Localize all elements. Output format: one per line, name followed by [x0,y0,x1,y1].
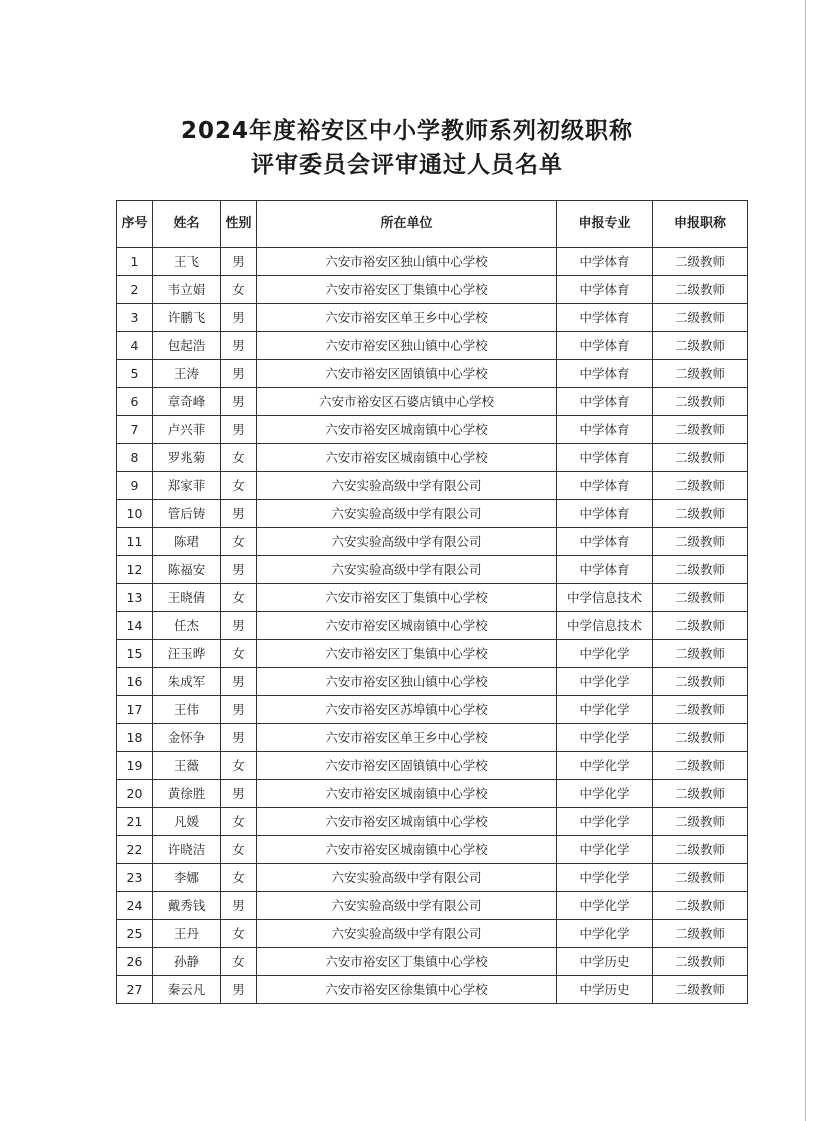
cell-gender: 男 [221,780,257,808]
cell-index: 15 [117,640,153,668]
table-row [117,276,748,304]
cell-gender: 女 [221,752,257,780]
cell-unit: 六安市裕安区独山镇中心学校 [257,332,557,360]
cell-gender: 女 [221,864,257,892]
cell-name: 包起浩 [153,332,221,360]
cell-name: 王飞 [153,248,221,276]
cell-major: 中学体育 [557,500,653,528]
cell-title: 二级教师 [653,668,748,696]
cell-title: 二级教师 [653,976,748,1004]
table-row [117,724,748,752]
cell-unit: 六安市裕安区单王乡中心学校 [257,724,557,752]
cell-index: 19 [117,752,153,780]
cell-title: 二级教师 [653,864,748,892]
cell-name: 汪玉晔 [153,640,221,668]
cell-unit: 六安实验高级中学有限公司 [257,472,557,500]
table-row [117,416,748,444]
cell-major: 中学体育 [557,444,653,472]
document-title: 2024年度裕安区中小学教师系列初级职称 [180,118,633,144]
cell-gender: 男 [221,976,257,1004]
cell-gender: 男 [221,388,257,416]
cell-index: 6 [117,388,153,416]
cell-title: 二级教师 [653,724,748,752]
cell-index: 12 [117,556,153,584]
cell-title: 二级教师 [653,416,748,444]
cell-unit: 六安市裕安区城南镇中心学校 [257,808,557,836]
cell-name: 金怀争 [153,724,221,752]
cell-major: 中学体育 [557,360,653,388]
table-row [117,752,748,780]
cell-index: 4 [117,332,153,360]
cell-title: 二级教师 [653,528,748,556]
header-unit: 所在单位 [257,201,557,248]
table-row [117,864,748,892]
cell-unit: 六安市裕安区固镇镇中心学校 [257,360,557,388]
cell-index: 2 [117,276,153,304]
cell-major: 中学化学 [557,920,653,948]
cell-index: 11 [117,528,153,556]
table-row [117,892,748,920]
cell-unit: 六安市裕安区城南镇中心学校 [257,836,557,864]
cell-name: 黄徐胜 [153,780,221,808]
cell-gender: 男 [221,696,257,724]
table-row [117,612,748,640]
cell-name: 郑家菲 [153,472,221,500]
cell-index: 13 [117,584,153,612]
cell-index: 8 [117,444,153,472]
cell-gender: 男 [221,500,257,528]
cell-gender: 男 [221,248,257,276]
cell-gender: 男 [221,556,257,584]
table-row [117,528,748,556]
cell-title: 二级教师 [653,920,748,948]
cell-title: 二级教师 [653,360,748,388]
cell-index: 26 [117,948,153,976]
cell-index: 25 [117,920,153,948]
cell-name: 管后铸 [153,500,221,528]
table-row [117,780,748,808]
table-body [117,248,748,1004]
table-header-row [117,201,748,248]
table-row [117,696,748,724]
cell-index: 1 [117,248,153,276]
cell-name: 陈珺 [153,528,221,556]
cell-title: 二级教师 [653,584,748,612]
cell-index: 18 [117,724,153,752]
cell-gender: 男 [221,612,257,640]
cell-title: 二级教师 [653,808,748,836]
cell-major: 中学体育 [557,388,653,416]
cell-gender: 女 [221,640,257,668]
cell-major: 中学化学 [557,724,653,752]
table-row [117,584,748,612]
cell-gender: 女 [221,444,257,472]
table-row [117,248,748,276]
cell-title: 二级教师 [653,948,748,976]
cell-name: 王涛 [153,360,221,388]
cell-major: 中学体育 [557,332,653,360]
cell-name: 王伟 [153,696,221,724]
header-name: 姓名 [153,201,221,248]
cell-gender: 男 [221,416,257,444]
table-row [117,556,748,584]
cell-name: 李娜 [153,864,221,892]
cell-title: 二级教师 [653,444,748,472]
cell-unit: 六安市裕安区单王乡中心学校 [257,304,557,332]
cell-index: 27 [117,976,153,1004]
cell-gender: 男 [221,332,257,360]
cell-major: 中学化学 [557,892,653,920]
cell-title: 二级教师 [653,276,748,304]
cell-name: 孙静 [153,948,221,976]
cell-major: 中学体育 [557,304,653,332]
cell-title: 二级教师 [653,472,748,500]
table-row [117,360,748,388]
cell-name: 任杰 [153,612,221,640]
cell-unit: 六安市裕安区独山镇中心学校 [257,248,557,276]
cell-title: 二级教师 [653,780,748,808]
cell-unit: 六安市裕安区徐集镇中心学校 [257,976,557,1004]
cell-major: 中学体育 [557,248,653,276]
cell-title: 二级教师 [653,248,748,276]
cell-major: 中学化学 [557,780,653,808]
cell-name: 王晓倩 [153,584,221,612]
cell-unit: 六安市裕安区城南镇中心学校 [257,780,557,808]
cell-index: 10 [117,500,153,528]
cell-gender: 男 [221,892,257,920]
cell-index: 7 [117,416,153,444]
cell-name: 许鹏飞 [153,304,221,332]
cell-gender: 女 [221,808,257,836]
cell-name: 戴秀钱 [153,892,221,920]
cell-name: 章奇峰 [153,388,221,416]
cell-major: 中学历史 [557,948,653,976]
cell-gender: 女 [221,836,257,864]
cell-unit: 六安市裕安区城南镇中心学校 [257,444,557,472]
cell-title: 二级教师 [653,640,748,668]
cell-index: 17 [117,696,153,724]
cell-title: 二级教师 [653,696,748,724]
cell-index: 21 [117,808,153,836]
table-row [117,640,748,668]
cell-major: 中学化学 [557,836,653,864]
cell-unit: 六安实验高级中学有限公司 [257,920,557,948]
cell-unit: 六安实验高级中学有限公司 [257,556,557,584]
cell-index: 3 [117,304,153,332]
header-title: 申报职称 [653,201,748,248]
table-row [117,304,748,332]
header-gender: 性别 [221,201,257,248]
cell-gender: 男 [221,668,257,696]
table-row [117,332,748,360]
cell-unit: 六安市裕安区石婆店镇中心学校 [257,388,557,416]
cell-name: 卢兴菲 [153,416,221,444]
cell-index: 24 [117,892,153,920]
cell-gender: 男 [221,360,257,388]
cell-name: 许晓洁 [153,836,221,864]
table-row [117,808,748,836]
cell-gender: 女 [221,276,257,304]
cell-unit: 六安实验高级中学有限公司 [257,500,557,528]
table-row [117,472,748,500]
cell-major: 中学信息技术 [557,612,653,640]
cell-unit: 六安实验高级中学有限公司 [257,892,557,920]
cell-title: 二级教师 [653,332,748,360]
cell-major: 中学体育 [557,472,653,500]
cell-title: 二级教师 [653,612,748,640]
cell-name: 陈福安 [153,556,221,584]
cell-unit: 六安市裕安区苏埠镇中心学校 [257,696,557,724]
cell-unit: 六安市裕安区固镇镇中心学校 [257,752,557,780]
cell-index: 9 [117,472,153,500]
cell-name: 凡媛 [153,808,221,836]
cell-unit: 六安市裕安区城南镇中心学校 [257,612,557,640]
cell-title: 二级教师 [653,304,748,332]
cell-title: 二级教师 [653,836,748,864]
cell-title: 二级教师 [653,556,748,584]
document-subtitle: 评审委员会评审通过人员名单 [251,152,563,178]
cell-index: 22 [117,836,153,864]
cell-index: 23 [117,864,153,892]
cell-title: 二级教师 [653,500,748,528]
cell-major: 中学信息技术 [557,584,653,612]
cell-index: 5 [117,360,153,388]
cell-unit: 六安市裕安区丁集镇中心学校 [257,276,557,304]
cell-gender: 女 [221,948,257,976]
cell-gender: 女 [221,584,257,612]
cell-title: 二级教师 [653,388,748,416]
table-row [117,500,748,528]
table-row [117,668,748,696]
cell-major: 中学历史 [557,976,653,1004]
cell-name: 韦立娟 [153,276,221,304]
table-row [117,976,748,1004]
cell-unit: 六安实验高级中学有限公司 [257,864,557,892]
cell-unit: 六安市裕安区独山镇中心学校 [257,668,557,696]
cell-major: 中学化学 [557,752,653,780]
table-row [117,444,748,472]
cell-name: 朱成军 [153,668,221,696]
cell-index: 20 [117,780,153,808]
cell-major: 中学化学 [557,864,653,892]
personnel-table [116,200,748,1004]
cell-unit: 六安市裕安区丁集镇中心学校 [257,584,557,612]
cell-unit: 六安市裕安区丁集镇中心学校 [257,640,557,668]
header-major: 申报专业 [557,201,653,248]
cell-major: 中学体育 [557,276,653,304]
cell-gender: 女 [221,528,257,556]
cell-index: 14 [117,612,153,640]
cell-name: 罗兆菊 [153,444,221,472]
cell-name: 王丹 [153,920,221,948]
table-row [117,836,748,864]
cell-gender: 男 [221,724,257,752]
cell-major: 中学化学 [557,668,653,696]
cell-gender: 男 [221,304,257,332]
table-row [117,388,748,416]
cell-index: 16 [117,668,153,696]
cell-major: 中学化学 [557,640,653,668]
cell-major: 中学体育 [557,556,653,584]
cell-name: 王薇 [153,752,221,780]
cell-major: 中学化学 [557,696,653,724]
cell-unit: 六安实验高级中学有限公司 [257,528,557,556]
cell-title: 二级教师 [653,752,748,780]
table-row [117,948,748,976]
cell-major: 中学体育 [557,528,653,556]
cell-title: 二级教师 [653,892,748,920]
cell-unit: 六安市裕安区城南镇中心学校 [257,416,557,444]
header-index: 序号 [117,201,153,248]
cell-unit: 六安市裕安区丁集镇中心学校 [257,948,557,976]
cell-major: 中学体育 [557,416,653,444]
cell-major: 中学化学 [557,808,653,836]
table-row [117,920,748,948]
cell-name: 秦云凡 [153,976,221,1004]
cell-gender: 女 [221,472,257,500]
cell-gender: 女 [221,920,257,948]
